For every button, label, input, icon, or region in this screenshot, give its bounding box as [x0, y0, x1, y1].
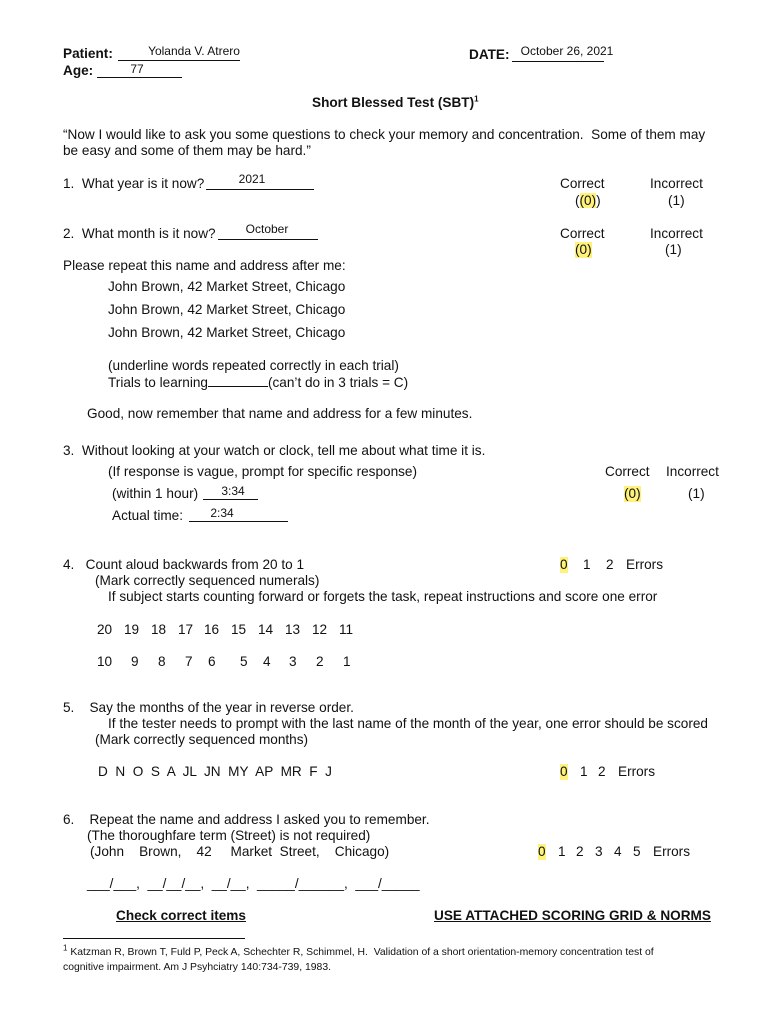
- q6-score-0: 0: [538, 844, 546, 859]
- q2-answer: October: [245, 222, 289, 236]
- q4-num: 3: [289, 654, 297, 669]
- q4-num: 6: [208, 654, 216, 669]
- q6-blanks: ___/___, __/__/__, __/__, _____/______, ___/_____: [87, 876, 420, 891]
- patient-label: Patient:: [63, 46, 113, 61]
- q4-score-1: 1: [583, 557, 591, 572]
- check-correct-items: Check correct items: [116, 908, 246, 923]
- q4-num: 20: [97, 622, 113, 637]
- q1-incorrect-label: Incorrect: [650, 176, 703, 191]
- q6-score-1: 1: [558, 844, 566, 859]
- age-value: 77: [130, 62, 144, 76]
- q1-answer-line: [206, 189, 314, 190]
- q3-within-label: (within 1 hour): [112, 486, 199, 501]
- intro-line-1: “Now I would like to ask you some questions to check your memory and concentration. Some of them may: [63, 127, 706, 142]
- q4-num: 18: [151, 622, 167, 637]
- footnote-line-2: cognitive impairment. Am J Psyhciatry 140:734-739, 1983.: [63, 962, 331, 973]
- repeat-line-1: John Brown, 42 Market Street, Chicago: [108, 279, 346, 294]
- q3-actual-line: [189, 521, 288, 522]
- q2-incorrect-label: Incorrect: [650, 226, 703, 241]
- age-label: Age:: [63, 63, 94, 78]
- repeat-line-2: John Brown, 42 Market Street, Chicago: [108, 302, 346, 317]
- q6-score-2: 2: [576, 844, 584, 859]
- q4-note-2: If subject starts counting forward or forgets the task, repeat instructions and score one error: [108, 589, 658, 604]
- q6-note-1: (The thoroughfare term (Street) is not required): [87, 828, 371, 843]
- q2-correct-label: Correct: [560, 226, 605, 241]
- age-line: [97, 77, 182, 78]
- q5-text: 5. Say the months of the year in reverse order.: [63, 700, 354, 715]
- q4-num: 12: [312, 622, 328, 637]
- repeat-remember: Good, now remember that name and address for a few minutes.: [87, 406, 473, 421]
- date-label: DATE:: [469, 47, 510, 62]
- q5-score-0: 0: [560, 764, 568, 779]
- q4-score-2: 2: [606, 557, 614, 572]
- q3-prompt: (If response is vague, prompt for specific response): [108, 464, 418, 479]
- q3-within-line: [203, 499, 258, 500]
- q5-score-1: 1: [580, 764, 588, 779]
- q3-text: 3. Without looking at your watch or clock, tell me about what time it is.: [63, 443, 486, 458]
- q5-score-2: 2: [598, 764, 606, 779]
- q4-num: 15: [231, 622, 247, 637]
- intro-line-2: be easy and some of them may be hard.”: [63, 143, 311, 158]
- q3-correct-score: (0): [624, 486, 641, 501]
- q2-incorrect-score: (1): [665, 242, 682, 257]
- q2-text: 2. What month is it now?: [63, 226, 216, 241]
- q1-correct-label: Correct: [560, 176, 605, 191]
- q4-num: 16: [204, 622, 220, 637]
- q4-score-0: 0: [560, 557, 568, 572]
- q3-incorrect-label: Incorrect: [666, 464, 719, 479]
- q6-errors-label: Errors: [653, 844, 691, 859]
- q1-text: 1. What year is it now?: [63, 176, 205, 191]
- footnote-line-1: $^1$ Katzman R, Brown T, Fuld P, Peck A, Schechter R, Schimmel, H. Validation of a short orientation-memory concentration test of: [63, 943, 654, 958]
- patient-name-line: [118, 60, 240, 61]
- page-title: Short Blessed Test (SBT)$^1$: [312, 94, 479, 110]
- q4-num: 4: [263, 654, 271, 669]
- q5-note-1: If the tester needs to prompt with the last name of the month of the year, one error should be scored: [108, 716, 708, 731]
- patient-name: Yolanda V. Atrero: [148, 44, 240, 58]
- q4-num: 2: [316, 654, 324, 669]
- q4-num: 1: [343, 654, 351, 669]
- repeat-line-3: John Brown, 42 Market Street, Chicago: [108, 325, 346, 340]
- q2-answer-line: [218, 239, 318, 240]
- q1-incorrect-score: (1): [668, 193, 685, 208]
- q6-score-5: 5: [633, 844, 641, 859]
- q4-num: 14: [258, 622, 274, 637]
- q4-num: 17: [178, 622, 194, 637]
- q6-items: (John Brown, 42 Market Street, Chicago): [90, 844, 390, 859]
- q4-num: 5: [240, 654, 248, 669]
- q3-within-value: 3:34: [221, 484, 245, 498]
- footnote-divider: [63, 938, 245, 939]
- date-line: [512, 61, 604, 62]
- q6-score-4: 4: [614, 844, 622, 859]
- q4-num: 7: [185, 654, 193, 669]
- q4-text: 4. Count aloud backwards from 20 to 1: [63, 557, 305, 572]
- q4-note-1: (Mark correctly sequenced numerals): [95, 573, 320, 588]
- q1-answer: 2021: [238, 172, 266, 186]
- q4-num: 19: [124, 622, 140, 637]
- q4-num: 8: [158, 654, 166, 669]
- q1-correct-score: ((0)): [575, 193, 601, 208]
- q5-errors-label: Errors: [618, 764, 656, 779]
- q3-actual-label: Actual time:: [112, 508, 184, 523]
- q5-note-2: (Mark correctly sequenced months): [95, 732, 309, 747]
- q4-num: 9: [131, 654, 139, 669]
- q6-text: 6. Repeat the name and address I asked you to remember.: [63, 812, 430, 827]
- q4-num: 10: [97, 654, 113, 669]
- q5-months: D N O S A JL JN MY AP MR F J: [98, 764, 332, 779]
- q6-score-3: 3: [595, 844, 603, 859]
- repeat-note-1: (underline words repeated correctly in each trial): [108, 358, 399, 373]
- q3-correct-label: Correct: [605, 464, 650, 479]
- repeat-note-2: Trials to learning (can’t do in 3 trials = C): [108, 375, 409, 390]
- q4-num: 13: [285, 622, 301, 637]
- date-value: October 26, 2021: [520, 44, 614, 58]
- q2-correct-score: (0): [575, 242, 592, 257]
- q3-actual-value: 2:34: [210, 506, 234, 520]
- q4-num: 11: [339, 622, 354, 637]
- q3-incorrect-score: (1): [688, 486, 705, 501]
- q4-errors-label: Errors: [626, 557, 664, 572]
- repeat-intro: Please repeat this name and address after me:: [63, 258, 346, 273]
- use-scoring-grid: USE ATTACHED SCORING GRID & NORMS: [434, 908, 711, 923]
